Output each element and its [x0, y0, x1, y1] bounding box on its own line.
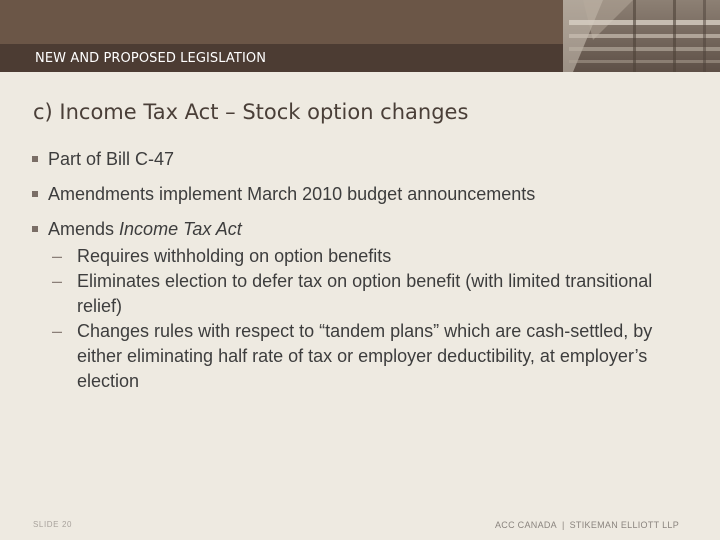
- bullet-text-prefix: Amends: [48, 219, 120, 239]
- bullet-item: [32, 183, 692, 205]
- dash-bullet-icon: –: [52, 321, 63, 341]
- slide-number: SLIDE 20: [33, 520, 73, 529]
- square-bullet-icon: [32, 191, 38, 197]
- dash-bullet-icon: –: [52, 271, 63, 291]
- footer-credit: [495, 520, 679, 530]
- header-architecture-photo: [563, 0, 720, 72]
- footer-firm: STIKEMAN ELLIOTT LLP: [569, 520, 679, 530]
- bullet-item: [32, 218, 692, 240]
- bullet-list: [32, 148, 692, 394]
- footer-separator: |: [561, 520, 565, 530]
- sub-bullet-item: [44, 319, 692, 394]
- bullet-text-italic: Income Tax Act: [119, 219, 242, 239]
- sub-bullet-list: [44, 244, 692, 394]
- bullet-text: Amendments implement March 2010 budget announcements: [48, 184, 536, 204]
- dash-bullet-icon: –: [52, 246, 63, 266]
- sub-bullet-item: [44, 269, 692, 319]
- footer-event: ACC CANADA: [494, 520, 557, 530]
- square-bullet-icon: [32, 226, 38, 232]
- bullet-item: [32, 148, 692, 170]
- sub-bullet-text: Eliminates election to defer tax on option benefit (with limited transitional relief): [77, 271, 653, 316]
- square-bullet-icon: [32, 156, 38, 162]
- sub-bullet-text: Requires withholding on option benefits: [77, 246, 392, 266]
- sub-bullet-text: Changes rules with respect to “tandem plans” which are cash-settled, by either eliminating half rate of tax or employer deductibility, at employer’s election: [77, 321, 653, 391]
- section-header-title: NEW AND PROPOSED LEGISLATION: [35, 51, 267, 66]
- sub-bullet-item: [44, 244, 692, 269]
- slide-title: c) Income Tax Act – Stock option changes: [33, 100, 469, 124]
- bullet-text: Part of Bill C-47: [48, 149, 175, 169]
